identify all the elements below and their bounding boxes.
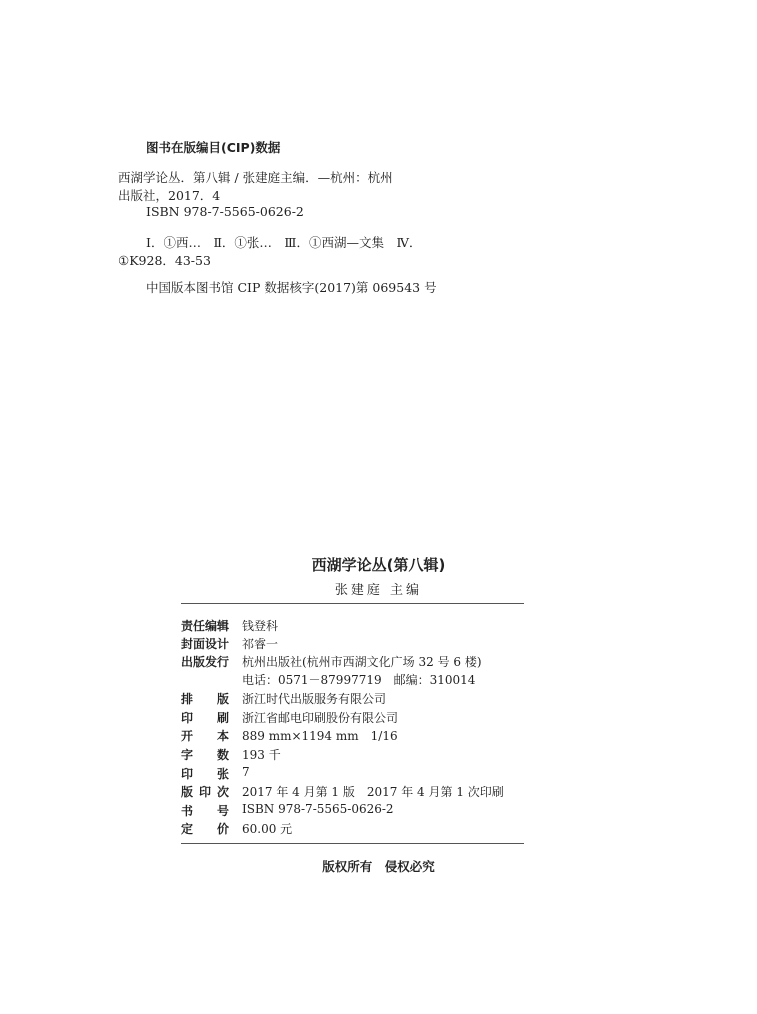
colophon-value: 浙江省邮电印刷股份有限公司 [242, 711, 399, 725]
colophon-label: 印刷 [181, 711, 229, 725]
colophon-value: 杭州出版社(杭州市西湖文化广场 32 号 6 楼) [242, 655, 482, 669]
colophon-label: 版印次 [181, 785, 229, 799]
top-divider [181, 603, 524, 604]
colophon-value: 浙江时代出版服务有限公司 [242, 692, 387, 706]
colophon-label: 封面设计 [181, 637, 230, 651]
colophon-value: 60.00 元 [242, 822, 293, 836]
colophon-label: 出版发行 [181, 655, 230, 669]
colophon-label: 排版 [181, 692, 229, 706]
colophon-label: 印张 [181, 767, 229, 781]
cip-isbn-line: ISBN 978-7-5565-0626-2 [146, 204, 304, 219]
colophon-value: 电话：0571－87997719 邮编：310014 [242, 673, 476, 687]
copyright-notice: 版权所有 侵权必究 [322, 859, 435, 874]
colophon-label: 定价 [181, 822, 229, 836]
colophon-value: 2017 年 4 月第 1 版 2017 年 4 月第 1 次印刷 [242, 785, 504, 799]
cip-publisher-line: 出版社，2017．4 [118, 188, 221, 203]
colophon-label: 开本 [181, 729, 229, 743]
cip-subject-line: Ⅰ．①西… Ⅱ．①张… Ⅲ．①西湖—文集 Ⅳ． [146, 235, 422, 250]
colophon-value: 7 [242, 765, 250, 779]
editor-credit: 张建庭 主编 [334, 583, 423, 598]
colophon-value: 193 千 [242, 748, 281, 762]
colophon-value: 钱登科 [242, 619, 279, 633]
colophon-value: 祁睿一 [242, 637, 279, 651]
cip-heading: 图书在版编目(CIP)数据 [146, 140, 281, 155]
colophon-label: 书号 [181, 804, 229, 818]
colophon-value: 889 mm×1194 mm 1/16 [242, 729, 398, 743]
bottom-divider [181, 843, 524, 844]
book-title: 西湖学论丛(第八辑) [311, 556, 446, 574]
colophon-label: 责任编辑 [181, 619, 230, 633]
cip-record-number: 中国版本图书馆 CIP 数据核字(2017)第 069543 号 [146, 280, 437, 295]
colophon-label: 字数 [181, 748, 229, 762]
cip-title-line: 西湖学论丛．第八辑 / 张建庭主编．—杭州：杭州 [118, 170, 393, 185]
cip-classification-line: ①K928．43-53 [118, 253, 211, 268]
colophon-value: ISBN 978-7-5565-0626-2 [242, 802, 394, 816]
